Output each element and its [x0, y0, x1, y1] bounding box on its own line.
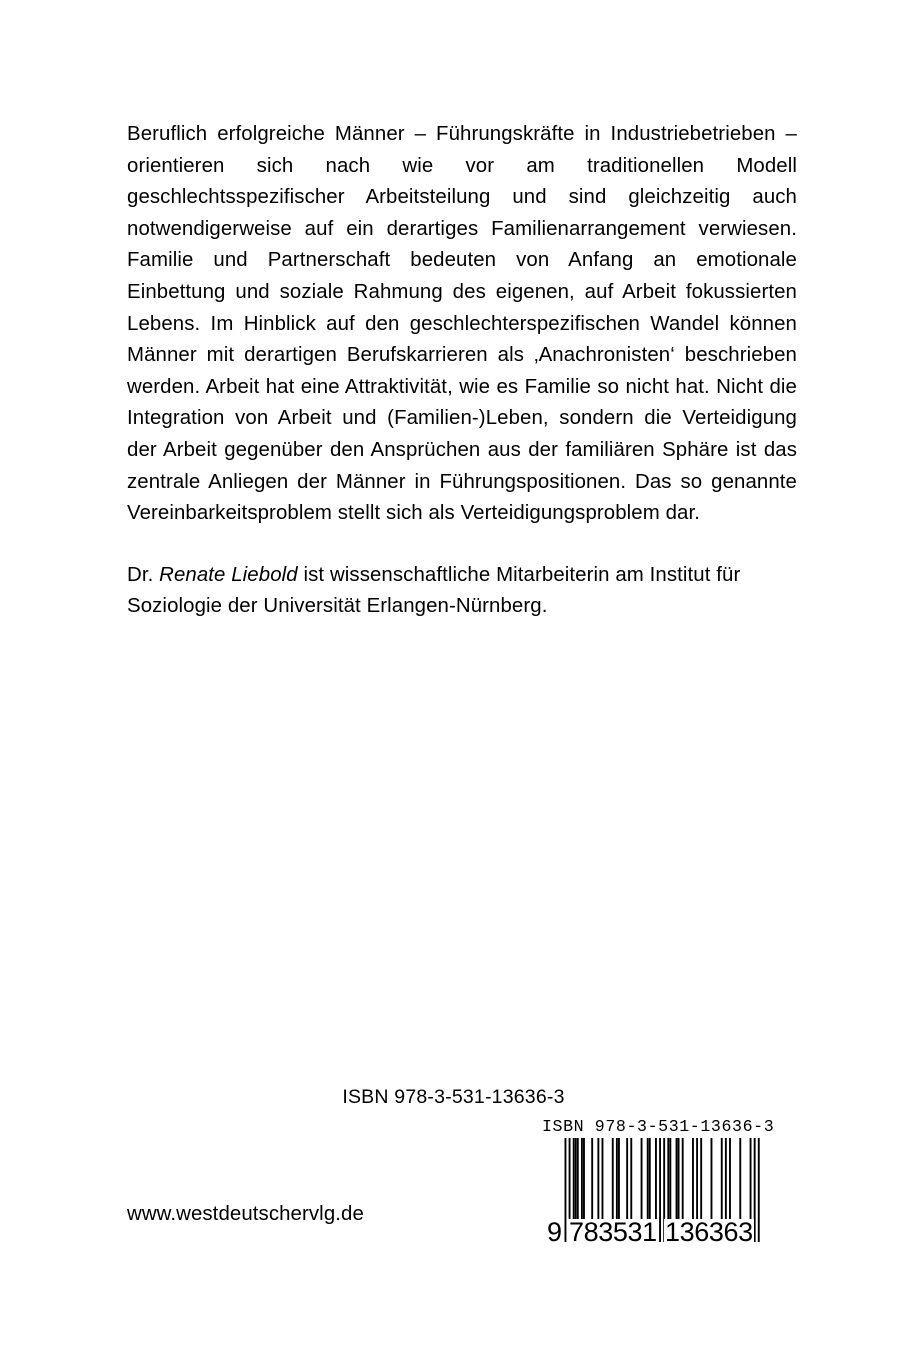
barcode-digits-right-group: 136363: [665, 1217, 753, 1247]
author-bio-suffix: ist wissenschaftliche Mitarbeiterin am Institut für Soziologie der Universität Erlangen-Nürnberg.: [127, 563, 741, 618]
publisher-website-url: www.westdeutschervlg.de: [127, 1203, 364, 1225]
isbn-text: ISBN 978-3-531-13636-3: [342, 1086, 565, 1108]
barcode-human-readable-digits: [546, 1219, 764, 1245]
barcode-digit-first: 9: [547, 1217, 562, 1247]
blurb-text-block: [127, 119, 797, 623]
barcode-block: [540, 1117, 775, 1247]
blurb-paragraph: Beruflich erfolgreiche Männer – Führungskräfte in Industriebetrieben – orientieren sich nach wie vor am traditionellen Modell geschlechtsspezifischer Arbeitsteilung und sind gleichzeitig auch notwendigerweise auf ein derartiges Familienarrangement verwiesen. Familie und Partnerschaft bedeuten von Anfang an emotionale Einbettung und soziale Rahmung des eigenen, auf Arbeit fokussierten Lebens. Im Hinblick auf den geschlechterspezifischen Wandel können Männer mit derartigen Berufskarrieren als ‚Anachronisten‘ beschrieben werden. Arbeit hat eine Attraktivität, wie es Familie so nicht hat. Nicht die Integration von Arbeit und (Familien-)Leben, sondern die Verteidigung der Arbeit gegenüber den Ansprüchen aus der familiären Sphäre ist das zentrale Anliegen der Männer in Führungspositionen. Das so genannte Vereinbarkeitsproblem stellt sich als Verteidigungsproblem dar.: [127, 123, 797, 525]
author-name: Renate Liebold: [159, 563, 298, 586]
author-bio-paragraph: [127, 560, 797, 623]
barcode-digits-left-group: 783531: [569, 1217, 657, 1247]
ean13-barcode: [546, 1138, 764, 1247]
isbn-mono-text: ISBN 978-3-531-13636-3: [542, 1117, 775, 1136]
author-bio-prefix: Dr.: [127, 563, 160, 586]
